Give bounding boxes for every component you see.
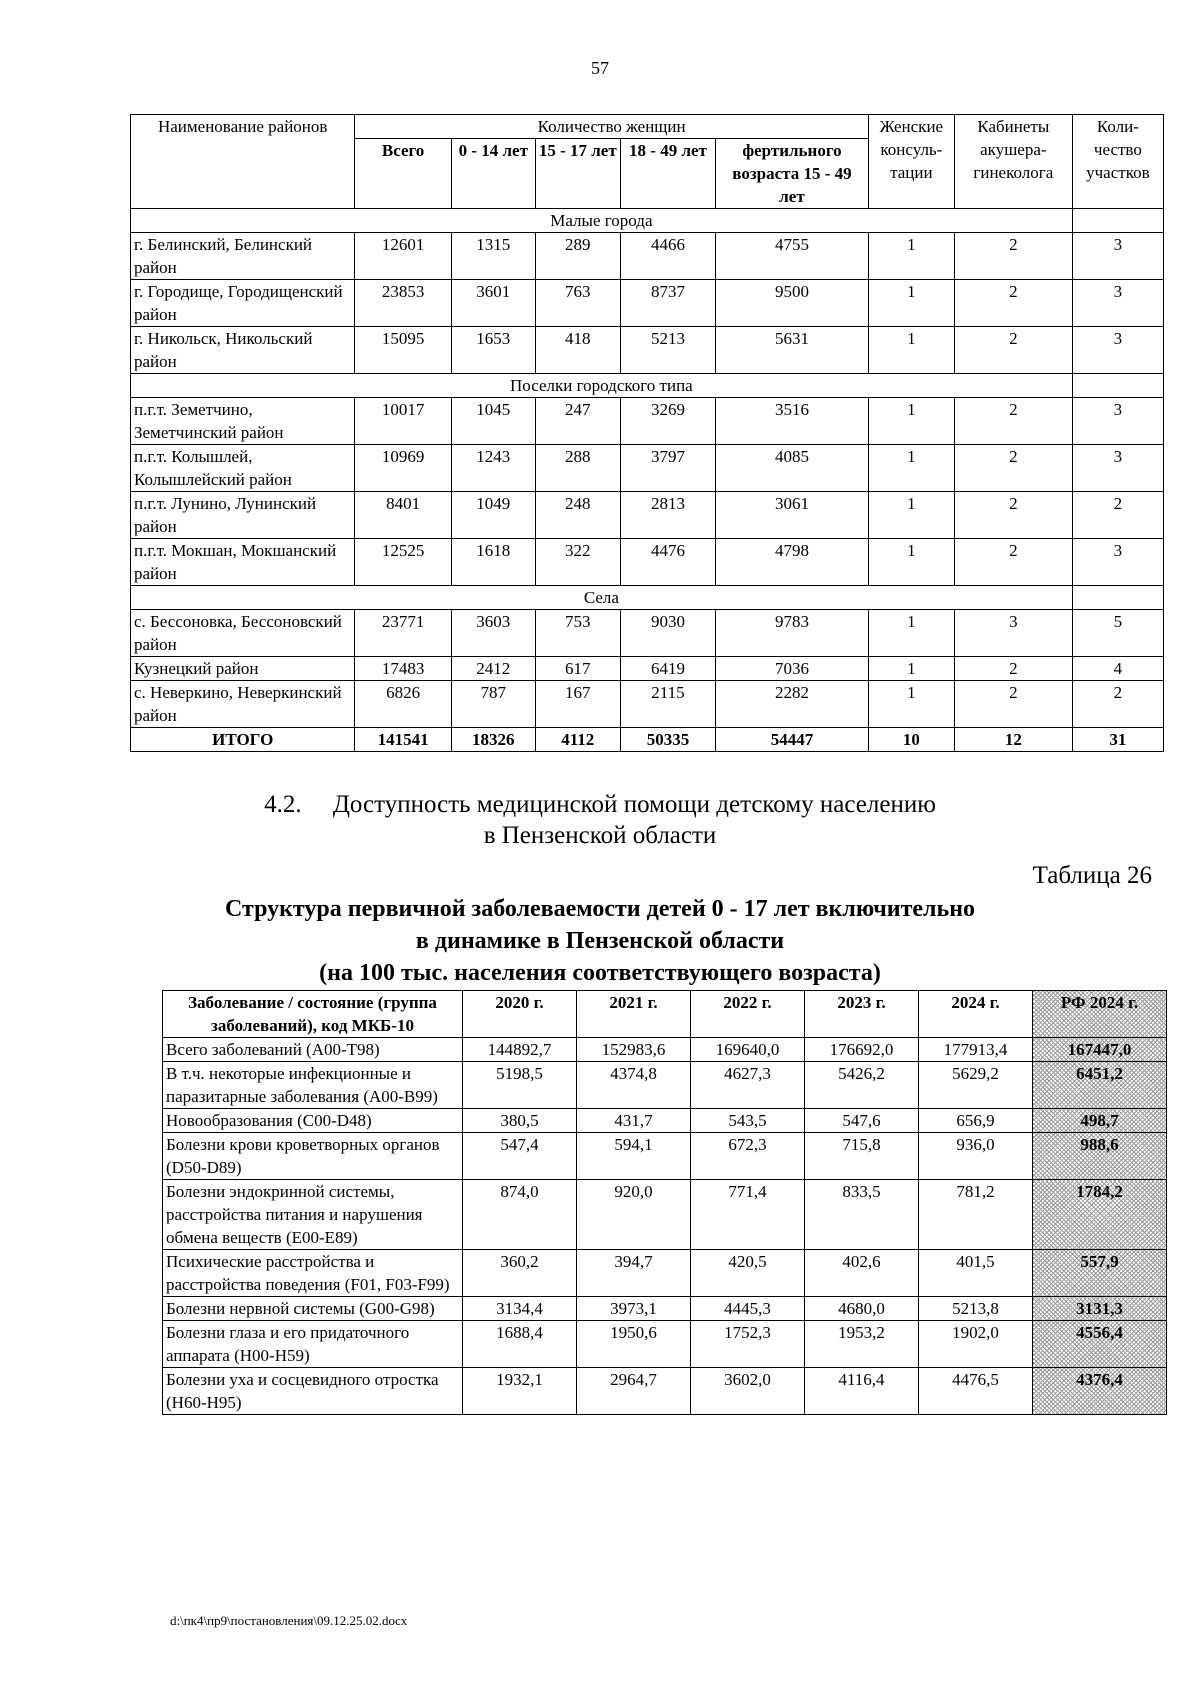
table2-title-line3: (на 100 тыс. населения соответствующего возраста) bbox=[319, 960, 881, 986]
total-value: 18326 bbox=[451, 728, 535, 752]
cell-value: 1315 bbox=[451, 233, 535, 280]
table-row bbox=[163, 1368, 1167, 1415]
cell-value: 1653 bbox=[451, 327, 535, 374]
table-row bbox=[163, 1321, 1167, 1368]
column-header: 2022 г. bbox=[691, 991, 805, 1038]
section-row bbox=[131, 586, 1164, 610]
cell-value: 617 bbox=[535, 657, 620, 681]
cell-value: 3797 bbox=[620, 445, 715, 492]
district-name: п.г.т. Мокшан, Мокшанский район bbox=[131, 539, 355, 586]
cell-value: 3269 bbox=[620, 398, 715, 445]
cell-value: 4116,4 bbox=[805, 1368, 919, 1415]
cell-value: 3 bbox=[1072, 539, 1163, 586]
cell-value: 1 bbox=[868, 610, 954, 657]
disease-name: Всего заболеваний (A00-T98) bbox=[163, 1038, 463, 1062]
cell-value: 1618 bbox=[451, 539, 535, 586]
cell-value: 1 bbox=[868, 681, 954, 728]
cell-value: 2 bbox=[954, 233, 1072, 280]
total-value: 12 bbox=[954, 728, 1072, 752]
cell-value: 5631 bbox=[716, 327, 869, 374]
cell-value: 1 bbox=[868, 233, 954, 280]
district-name: г. Белинский, Белинский район bbox=[131, 233, 355, 280]
table-row bbox=[131, 280, 1164, 327]
cell-value: 920,0 bbox=[577, 1180, 691, 1250]
rf-value: 557,9 bbox=[1033, 1250, 1167, 1297]
cell-value: 248 bbox=[535, 492, 620, 539]
cell-value: 12525 bbox=[355, 539, 451, 586]
cell-value: 4085 bbox=[716, 445, 869, 492]
cell-value: 169640,0 bbox=[691, 1038, 805, 1062]
cell-value: 2 bbox=[1072, 681, 1163, 728]
cell-value: 753 bbox=[535, 610, 620, 657]
cell-value: 2115 bbox=[620, 681, 715, 728]
header-total: Всего bbox=[355, 139, 451, 209]
table-row bbox=[131, 398, 1164, 445]
cell-value: 2813 bbox=[620, 492, 715, 539]
cell-value: 10017 bbox=[355, 398, 451, 445]
cell-value: 17483 bbox=[355, 657, 451, 681]
cell-value: 2 bbox=[954, 445, 1072, 492]
rf-value: 988,6 bbox=[1033, 1133, 1167, 1180]
district-name: г. Никольск, Никольский район bbox=[131, 327, 355, 374]
cell-value: 360,2 bbox=[463, 1250, 577, 1297]
cell-value: 2964,7 bbox=[577, 1368, 691, 1415]
cell-value: 6826 bbox=[355, 681, 451, 728]
cell-value: 9030 bbox=[620, 610, 715, 657]
cell-value: 380,5 bbox=[463, 1109, 577, 1133]
rf-value: 167447,0 bbox=[1033, 1038, 1167, 1062]
cell-value: 1243 bbox=[451, 445, 535, 492]
cell-value: 15095 bbox=[355, 327, 451, 374]
cell-value: 543,5 bbox=[691, 1109, 805, 1133]
footer-file-path: d:\пк4\пр9\постановления\09.12.25.02.docx bbox=[170, 1613, 408, 1628]
header-plots: Коли- чество участков bbox=[1072, 115, 1163, 209]
cell-value: 3602,0 bbox=[691, 1368, 805, 1415]
cell-value: 763 bbox=[535, 280, 620, 327]
cell-value: 401,5 bbox=[919, 1250, 1033, 1297]
cell-value: 787 bbox=[451, 681, 535, 728]
cell-value: 3603 bbox=[451, 610, 535, 657]
cell-value: 656,9 bbox=[919, 1109, 1033, 1133]
district-name: п.г.т. Лунино, Лунинский район bbox=[131, 492, 355, 539]
disease-name: Болезни нервной системы (G00-G98) bbox=[163, 1297, 463, 1321]
cell-value: 5426,2 bbox=[805, 1062, 919, 1109]
page-number: 57 bbox=[591, 58, 609, 78]
table-row bbox=[131, 233, 1164, 280]
cell-value: 1045 bbox=[451, 398, 535, 445]
cell-value: 3 bbox=[1072, 327, 1163, 374]
cell-value: 936,0 bbox=[919, 1133, 1033, 1180]
header-consult: Женские консуль- тации bbox=[868, 115, 954, 209]
column-header: Заболевание / состояние (группа заболеваний), код МКБ-10 bbox=[163, 991, 463, 1038]
cell-value: 6419 bbox=[620, 657, 715, 681]
district-name: Кузнецкий район bbox=[131, 657, 355, 681]
cell-value: 771,4 bbox=[691, 1180, 805, 1250]
section-title: Села bbox=[131, 586, 1073, 610]
cell-value: 9500 bbox=[716, 280, 869, 327]
cell-value: 289 bbox=[535, 233, 620, 280]
disease-name: Болезни крови кроветворных органов (D50-D89) bbox=[163, 1133, 463, 1180]
cell-value: 4374,8 bbox=[577, 1062, 691, 1109]
total-value: 50335 bbox=[620, 728, 715, 752]
cell-value: 418 bbox=[535, 327, 620, 374]
cell-value: 402,6 bbox=[805, 1250, 919, 1297]
disease-name: Болезни глаза и его придаточного аппарата (H00-H59) bbox=[163, 1321, 463, 1368]
cell-value: 12601 bbox=[355, 233, 451, 280]
cell-value: 5 bbox=[1072, 610, 1163, 657]
section-title: Поселки городского типа bbox=[131, 374, 1073, 398]
cell-value: 288 bbox=[535, 445, 620, 492]
section-spacer bbox=[1072, 209, 1163, 233]
table-row bbox=[131, 492, 1164, 539]
section-title: Малые города bbox=[131, 209, 1073, 233]
total-value: 141541 bbox=[355, 728, 451, 752]
cell-value: 3134,4 bbox=[463, 1297, 577, 1321]
table-row bbox=[131, 445, 1164, 492]
header-cabinets: Кабинеты акушера- гинеколога bbox=[954, 115, 1072, 209]
cell-value: 5629,2 bbox=[919, 1062, 1033, 1109]
cell-value: 4680,0 bbox=[805, 1297, 919, 1321]
cell-value: 672,3 bbox=[691, 1133, 805, 1180]
column-header: 2024 г. bbox=[919, 991, 1033, 1038]
table2-title-line2: в динамике в Пензенской области bbox=[415, 928, 785, 954]
table-row bbox=[131, 657, 1164, 681]
cell-value: 4466 bbox=[620, 233, 715, 280]
cell-value: 4798 bbox=[716, 539, 869, 586]
cell-value: 3973,1 bbox=[577, 1297, 691, 1321]
district-name: с. Неверкино, Неверкинский район bbox=[131, 681, 355, 728]
table-row bbox=[131, 681, 1164, 728]
cell-value: 2 bbox=[954, 492, 1072, 539]
cell-value: 1049 bbox=[451, 492, 535, 539]
cell-value: 3 bbox=[1072, 233, 1163, 280]
cell-value: 547,6 bbox=[805, 1109, 919, 1133]
cell-value: 9783 bbox=[716, 610, 869, 657]
rf-value: 4556,4 bbox=[1033, 1321, 1167, 1368]
header-age-18-49: 18 - 49 лет bbox=[620, 139, 715, 209]
total-label: ИТОГО bbox=[131, 728, 355, 752]
header-age-0-14: 0 - 14 лет bbox=[451, 139, 535, 209]
cell-value: 1 bbox=[868, 445, 954, 492]
cell-value: 1902,0 bbox=[919, 1321, 1033, 1368]
header-age-15-17: 15 - 17 лет bbox=[535, 139, 620, 209]
total-value: 10 bbox=[868, 728, 954, 752]
cell-value: 1752,3 bbox=[691, 1321, 805, 1368]
cell-value: 833,5 bbox=[805, 1180, 919, 1250]
cell-value: 2 bbox=[954, 327, 1072, 374]
district-name: п.г.т. Земетчино, Земетчинский район bbox=[131, 398, 355, 445]
cell-value: 1688,4 bbox=[463, 1321, 577, 1368]
cell-value: 4476 bbox=[620, 539, 715, 586]
cell-value: 322 bbox=[535, 539, 620, 586]
district-name: г. Городище, Городищенский район bbox=[131, 280, 355, 327]
cell-value: 3 bbox=[954, 610, 1072, 657]
cell-value: 2 bbox=[954, 280, 1072, 327]
cell-value: 3516 bbox=[716, 398, 869, 445]
cell-value: 2 bbox=[954, 657, 1072, 681]
cell-value: 1950,6 bbox=[577, 1321, 691, 1368]
cell-value: 2412 bbox=[451, 657, 535, 681]
cell-value: 4 bbox=[1072, 657, 1163, 681]
cell-value: 4476,5 bbox=[919, 1368, 1033, 1415]
cell-value: 1 bbox=[868, 327, 954, 374]
cell-value: 5213,8 bbox=[919, 1297, 1033, 1321]
cell-value: 167 bbox=[535, 681, 620, 728]
cell-value: 1 bbox=[868, 492, 954, 539]
cell-value: 1932,1 bbox=[463, 1368, 577, 1415]
cell-value: 7036 bbox=[716, 657, 869, 681]
cell-value: 4755 bbox=[716, 233, 869, 280]
table-row bbox=[131, 610, 1164, 657]
cell-value: 3061 bbox=[716, 492, 869, 539]
cell-value: 5213 bbox=[620, 327, 715, 374]
total-row bbox=[131, 728, 1164, 752]
table-row bbox=[163, 1038, 1167, 1062]
rf-value: 4376,4 bbox=[1033, 1368, 1167, 1415]
cell-value: 431,7 bbox=[577, 1109, 691, 1133]
disease-name: Психические расстройства и расстройства поведения (F01, F03-F99) bbox=[163, 1250, 463, 1297]
column-header: 2023 г. bbox=[805, 991, 919, 1038]
cell-value: 1 bbox=[868, 539, 954, 586]
rf-value: 3131,3 bbox=[1033, 1297, 1167, 1321]
cell-value: 1953,2 bbox=[805, 1321, 919, 1368]
table-row bbox=[163, 1297, 1167, 1321]
table-row bbox=[163, 1062, 1167, 1109]
disease-name: В т.ч. некоторые инфекционные и паразитарные заболевания (A00-B99) bbox=[163, 1062, 463, 1109]
cell-value: 152983,6 bbox=[577, 1038, 691, 1062]
rf-value: 1784,2 bbox=[1033, 1180, 1167, 1250]
disease-name: Новообразования (C00-D48) bbox=[163, 1109, 463, 1133]
total-value: 54447 bbox=[716, 728, 869, 752]
cell-value: 547,4 bbox=[463, 1133, 577, 1180]
cell-value: 2 bbox=[1072, 492, 1163, 539]
women-districts-table bbox=[130, 114, 1164, 752]
section-title-line1: Доступность медицинской помощи детскому населению bbox=[332, 791, 936, 818]
cell-value: 1 bbox=[868, 657, 954, 681]
cell-value: 3 bbox=[1072, 398, 1163, 445]
cell-value: 3 bbox=[1072, 280, 1163, 327]
column-header: РФ 2024 г. bbox=[1033, 991, 1167, 1038]
section-heading bbox=[0, 791, 1200, 819]
morbidity-table bbox=[162, 990, 1167, 1415]
header-fertile: фертильного возраста 15 - 49 лет bbox=[716, 139, 869, 209]
header-name: Наименование районов bbox=[131, 115, 355, 209]
cell-value: 594,1 bbox=[577, 1133, 691, 1180]
table-row bbox=[163, 1109, 1167, 1133]
cell-value: 2 bbox=[954, 398, 1072, 445]
disease-name: Болезни эндокринной системы, расстройства питания и нарушения обмена веществ (E00-E89) bbox=[163, 1180, 463, 1250]
table-row bbox=[131, 327, 1164, 374]
cell-value: 176692,0 bbox=[805, 1038, 919, 1062]
section-title-line2: в Пензенской области bbox=[483, 822, 717, 849]
cell-value: 8401 bbox=[355, 492, 451, 539]
cell-value: 23771 bbox=[355, 610, 451, 657]
column-header: 2021 г. bbox=[577, 991, 691, 1038]
cell-value: 5198,5 bbox=[463, 1062, 577, 1109]
section-spacer bbox=[1072, 586, 1163, 610]
table-row bbox=[163, 1180, 1167, 1250]
cell-value: 144892,7 bbox=[463, 1038, 577, 1062]
cell-value: 2282 bbox=[716, 681, 869, 728]
table2-title-line1: Структура первичной заболеваемости детей 0 - 17 лет включительно bbox=[224, 896, 976, 922]
cell-value: 1 bbox=[868, 280, 954, 327]
cell-value: 247 bbox=[535, 398, 620, 445]
cell-value: 4445,3 bbox=[691, 1297, 805, 1321]
district-name: п.г.т. Колышлей, Колышлейский район bbox=[131, 445, 355, 492]
cell-value: 177913,4 bbox=[919, 1038, 1033, 1062]
district-name: с. Бессоновка, Бессоновский район bbox=[131, 610, 355, 657]
rf-value: 498,7 bbox=[1033, 1109, 1167, 1133]
cell-value: 781,2 bbox=[919, 1180, 1033, 1250]
header-women-count: Количество женщин bbox=[355, 115, 868, 139]
section-row bbox=[131, 374, 1164, 398]
cell-value: 10969 bbox=[355, 445, 451, 492]
cell-value: 23853 bbox=[355, 280, 451, 327]
cell-value: 394,7 bbox=[577, 1250, 691, 1297]
total-value: 4112 bbox=[535, 728, 620, 752]
column-header: 2020 г. bbox=[463, 991, 577, 1038]
section-spacer bbox=[1072, 374, 1163, 398]
table-row bbox=[163, 1250, 1167, 1297]
cell-value: 715,8 bbox=[805, 1133, 919, 1180]
rf-value: 6451,2 bbox=[1033, 1062, 1167, 1109]
cell-value: 3 bbox=[1072, 445, 1163, 492]
section-number: 4.2. bbox=[264, 791, 302, 818]
cell-value: 874,0 bbox=[463, 1180, 577, 1250]
cell-value: 420,5 bbox=[691, 1250, 805, 1297]
table-number: Таблица 26 bbox=[1032, 862, 1152, 889]
cell-value: 2 bbox=[954, 539, 1072, 586]
table-row bbox=[163, 1133, 1167, 1180]
cell-value: 8737 bbox=[620, 280, 715, 327]
section-row bbox=[131, 209, 1164, 233]
cell-value: 2 bbox=[954, 681, 1072, 728]
table-row bbox=[131, 539, 1164, 586]
cell-value: 1 bbox=[868, 398, 954, 445]
disease-name: Болезни уха и сосцевидного отростка (H60-H95) bbox=[163, 1368, 463, 1415]
cell-value: 3601 bbox=[451, 280, 535, 327]
cell-value: 4627,3 bbox=[691, 1062, 805, 1109]
total-value: 31 bbox=[1072, 728, 1163, 752]
